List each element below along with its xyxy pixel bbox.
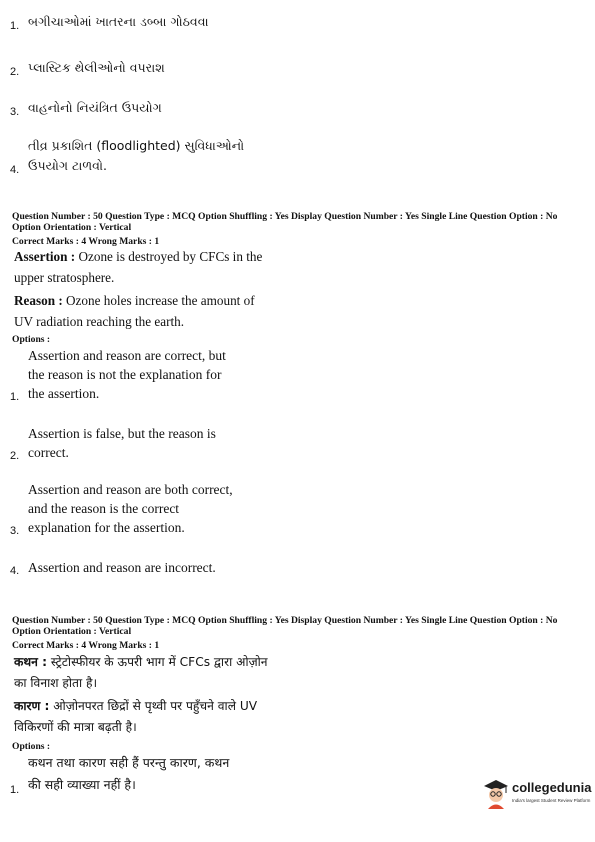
option-number: 1. [10, 20, 20, 32]
option-text: બગીચાઓમાં ખાતરના ડબ્બા ગોઠવવા [28, 14, 209, 29]
logo-tagline: India's largest Student Review Platform [512, 798, 591, 803]
prev-option-1 [8, 12, 568, 32]
reason: Reason : Ozone holes increase the amount of UV radiation reaching the earth. [14, 293, 255, 329]
option-text: Assertion and reason are both correct, and the reason is the correct explanation for the assertion. [28, 482, 233, 535]
option-number: 2. [10, 66, 20, 78]
assertion-label-hi: कथन : [14, 655, 48, 669]
option-4 [8, 558, 568, 577]
question-text-hi [14, 652, 279, 738]
option-text: વાહનોનો નિયંત્રિત ઉપયોગ [28, 100, 162, 115]
question-text [14, 246, 264, 332]
assertion-hi: कथन : स्ट्रेटोस्फीयर के ऊपरी भाग में CFCs द्वारा ओज़ोन का विनाश होता है। [14, 655, 268, 690]
question-marks-hi: Correct Marks : 4 Wrong Marks : 1 [12, 640, 160, 651]
logo-name: collegedunia [512, 780, 592, 795]
option-text: પ્લાસ્ટિક થેલીઓનો વપરાશ [28, 60, 165, 75]
option-number: 3. [10, 525, 20, 537]
reason-hi: कारण : ओज़ोनपरत छिद्रों से पृथ्वी पर पहुँचने वाले UV विकिरणों की मात्रा बढ़ती है। [14, 699, 258, 734]
option-text: Assertion and reason are correct, but the reason is not the explanation for the assertion. [28, 348, 226, 401]
prev-option-2 [8, 58, 568, 78]
prev-option-4 [8, 136, 568, 176]
option-number: 3. [10, 106, 20, 118]
option-text: Assertion and reason are incorrect. [28, 560, 216, 575]
reason-label: Reason : [14, 293, 63, 308]
collegedunia-logo [482, 778, 590, 812]
option-number: 2. [10, 450, 20, 462]
options-label-hi: Options : [12, 741, 51, 752]
option-text: कथन तथा कारण सही हैं परन्तु कारण, कथन की सही व्याख्या नहीं है। [28, 755, 230, 792]
prev-option-3 [8, 98, 568, 118]
reason-label-hi: कारण : [14, 699, 50, 713]
options-label: Options : [12, 334, 51, 345]
option-text: Assertion is false, but the reason is correct. [28, 426, 216, 460]
assertion: Assertion : Ozone is destroyed by CFCs in the upper stratosphere. [14, 249, 263, 285]
graduate-mascot-icon [482, 778, 510, 810]
question-marks: Correct Marks : 4 Wrong Marks : 1 [12, 236, 160, 247]
question-meta: Question Number : 50 Question Type : MCQ Option Shuffling : Yes Display Question Number : Yes Single Line Question Option : No Option Orientation : Vertical [12, 211, 558, 233]
option-text: તીવ્ર પ્રકાશિત (floodlighted) સુવિધાઓનો ઉપયોગ ટાળવો. [28, 138, 245, 173]
option-number: 4. [10, 164, 20, 176]
option-2 [8, 424, 568, 462]
option-3 [8, 480, 568, 537]
option-number: 4. [10, 565, 20, 577]
option-number: 1. [10, 784, 20, 796]
assertion-label: Assertion : [14, 249, 76, 264]
question-meta-hi: Question Number : 50 Question Type : MCQ Option Shuffling : Yes Display Question Number : Yes Single Line Question Option : No Option Orientation : Vertical [12, 615, 558, 637]
option-1 [8, 346, 568, 403]
option-number: 1. [10, 391, 20, 403]
